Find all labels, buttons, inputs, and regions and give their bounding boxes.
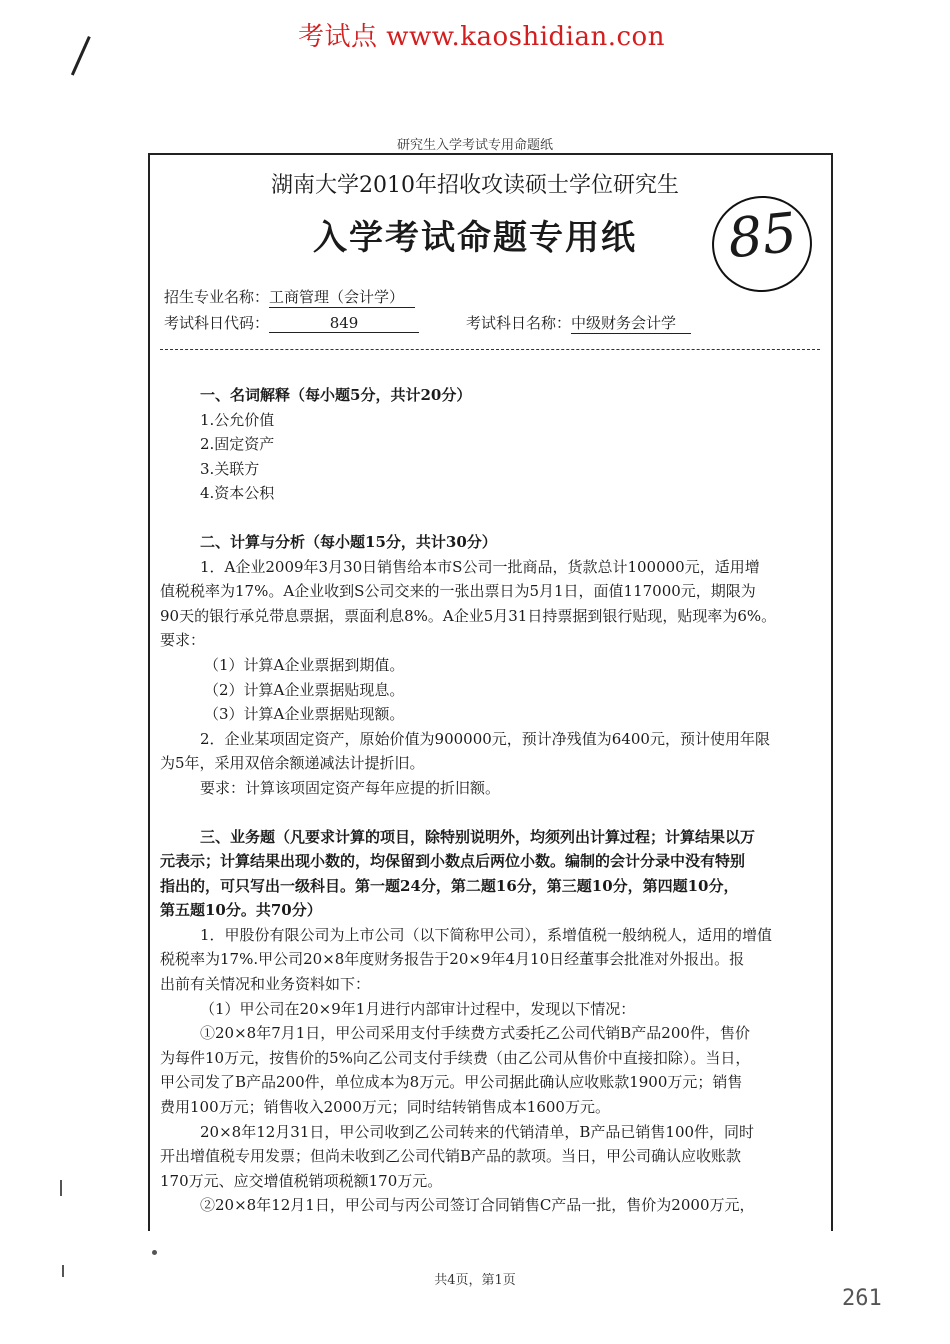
- subject-row: [466, 312, 691, 334]
- section1-item: 3.关联方: [200, 459, 260, 478]
- scan-mark: [152, 1250, 157, 1255]
- handwritten-number: 85: [724, 200, 800, 271]
- pen-mark: [71, 36, 91, 76]
- text-line: 开出增值税专用发票；但尚未收到乙公司代销B产品的款项。当日，甲公司确认应收账款: [160, 1147, 742, 1166]
- watermark: 考试点 www.kaoshidian.con: [298, 22, 665, 52]
- sub-question: （3）计算A企业票据贴现额。: [204, 705, 405, 724]
- sub-question: （1）计算A企业票据到期值。: [204, 655, 405, 674]
- text-line: ①20×8年7月1日，甲公司采用支付手续费方式委托乙公司代销B产品200件，售价: [200, 1024, 750, 1043]
- dashed-divider: [160, 349, 820, 350]
- major-row: [164, 286, 415, 308]
- major-value: 工商管理（会计学）: [269, 286, 415, 308]
- code-label: 考试科日代码：: [164, 314, 270, 332]
- text-line: 值税税率为17%。A企业收到S公司交来的一张出票日为5月1日，面值117000元，期限为: [160, 582, 756, 601]
- code-row: [164, 312, 419, 333]
- text-line: （1）甲公司在20×9年1月进行内部审计过程中，发现以下情况：: [200, 999, 636, 1018]
- text-line: 为每件10万元，按售价的5%向乙公司支付手续费（由乙公司从售价中直接扣除）。当日，: [160, 1048, 751, 1067]
- scan-mark: [60, 1180, 62, 1196]
- section1-item: 2.固定资产: [200, 435, 275, 454]
- section3-heading: 三、业务题（凡要求计算的项目，除特别说明外，均须列出计算过程；计算结果以万: [200, 827, 756, 846]
- requirement: 要求：计算该项固定资产每年应提的折旧额。: [200, 778, 501, 797]
- section2-heading: 二、计算与分析（每小题15分，共计30分）: [200, 532, 497, 551]
- section3-heading: 指出的，可只写出一级科目。第一题24分，第二题16分，第三题10分，第四题10分，: [160, 876, 739, 895]
- page-stamp: 261: [842, 1286, 882, 1311]
- page-header: 研究生入学考试专用命题纸: [396, 138, 553, 153]
- text-line: 1．A企业2009年3月30日销售给本市S公司一批商品，货款总计100000元，适用增: [200, 557, 760, 576]
- section1-item: 4.资本公积: [200, 484, 275, 503]
- text-line: 税税率为17%.甲公司20×8年度财务报告于20×9年4月10日经董事会批准对外报出。报: [160, 950, 745, 969]
- major-label: 招生专业名称：: [164, 288, 270, 306]
- section1-item: 1.公允价值: [200, 410, 275, 429]
- text-line: 费用100万元；销售收入2000万元；同时结转销售成本1600万元。: [160, 1098, 610, 1117]
- text-line: 为5年，采用双倍余额递减法计提折旧。: [160, 754, 425, 773]
- subject-label: 考试科日名称：: [466, 314, 572, 332]
- text-line: 出前有关情况和业务资料如下：: [160, 975, 371, 994]
- section3-heading: 元表示；计算结果出现小数的，均保留到小数点后两位小数。编制的会计分录中没有特别: [160, 852, 746, 871]
- text-line: ②20×8年12月1日，甲公司与丙公司签订合同销售C产品一批，售价为2000万元，: [200, 1196, 755, 1215]
- subject-value: 中级财务会计学: [571, 312, 691, 334]
- sub-question: （2）计算A企业票据贴现息。: [204, 680, 405, 699]
- text-line: 20×8年12月31日，甲公司收到乙公司转来的代销清单，B产品已销售100件，同时: [200, 1122, 755, 1141]
- exam-content: [160, 383, 828, 1218]
- text-line: 1．甲股份有限公司为上市公司（以下简称甲公司），系增值税一般纳税人，适用的增值: [200, 925, 773, 944]
- title-line-2: 入学考试命题专用纸: [313, 218, 637, 258]
- section3-heading: 第五题10分。共70分）: [160, 901, 322, 920]
- text-line: 甲公司发了B产品200件，单位成本为8万元。甲公司据此确认应收账款1900万元；销售: [160, 1073, 743, 1092]
- text-line: 170万元、应交增值税销项税额170万元。: [160, 1171, 443, 1190]
- title-line-1: 湖南大学2010年招收攻读硕士学位研究生: [271, 173, 679, 198]
- code-value: 849: [269, 314, 419, 333]
- text-line: 要求：: [160, 631, 206, 650]
- page-footer: 共4页，第1页: [434, 1273, 516, 1288]
- section1-heading: 一、名词解释（每小题5分，共计20分）: [200, 386, 472, 404]
- text-line: 90天的银行承兑带息票据，票面利息8%。A企业5月31日持票据到银行贴现，贴现率为6%。: [160, 606, 777, 625]
- text-line: 2．企业某项固定资产，原始价值为900000元，预计净残值为6400元，预计使用年限: [200, 729, 770, 748]
